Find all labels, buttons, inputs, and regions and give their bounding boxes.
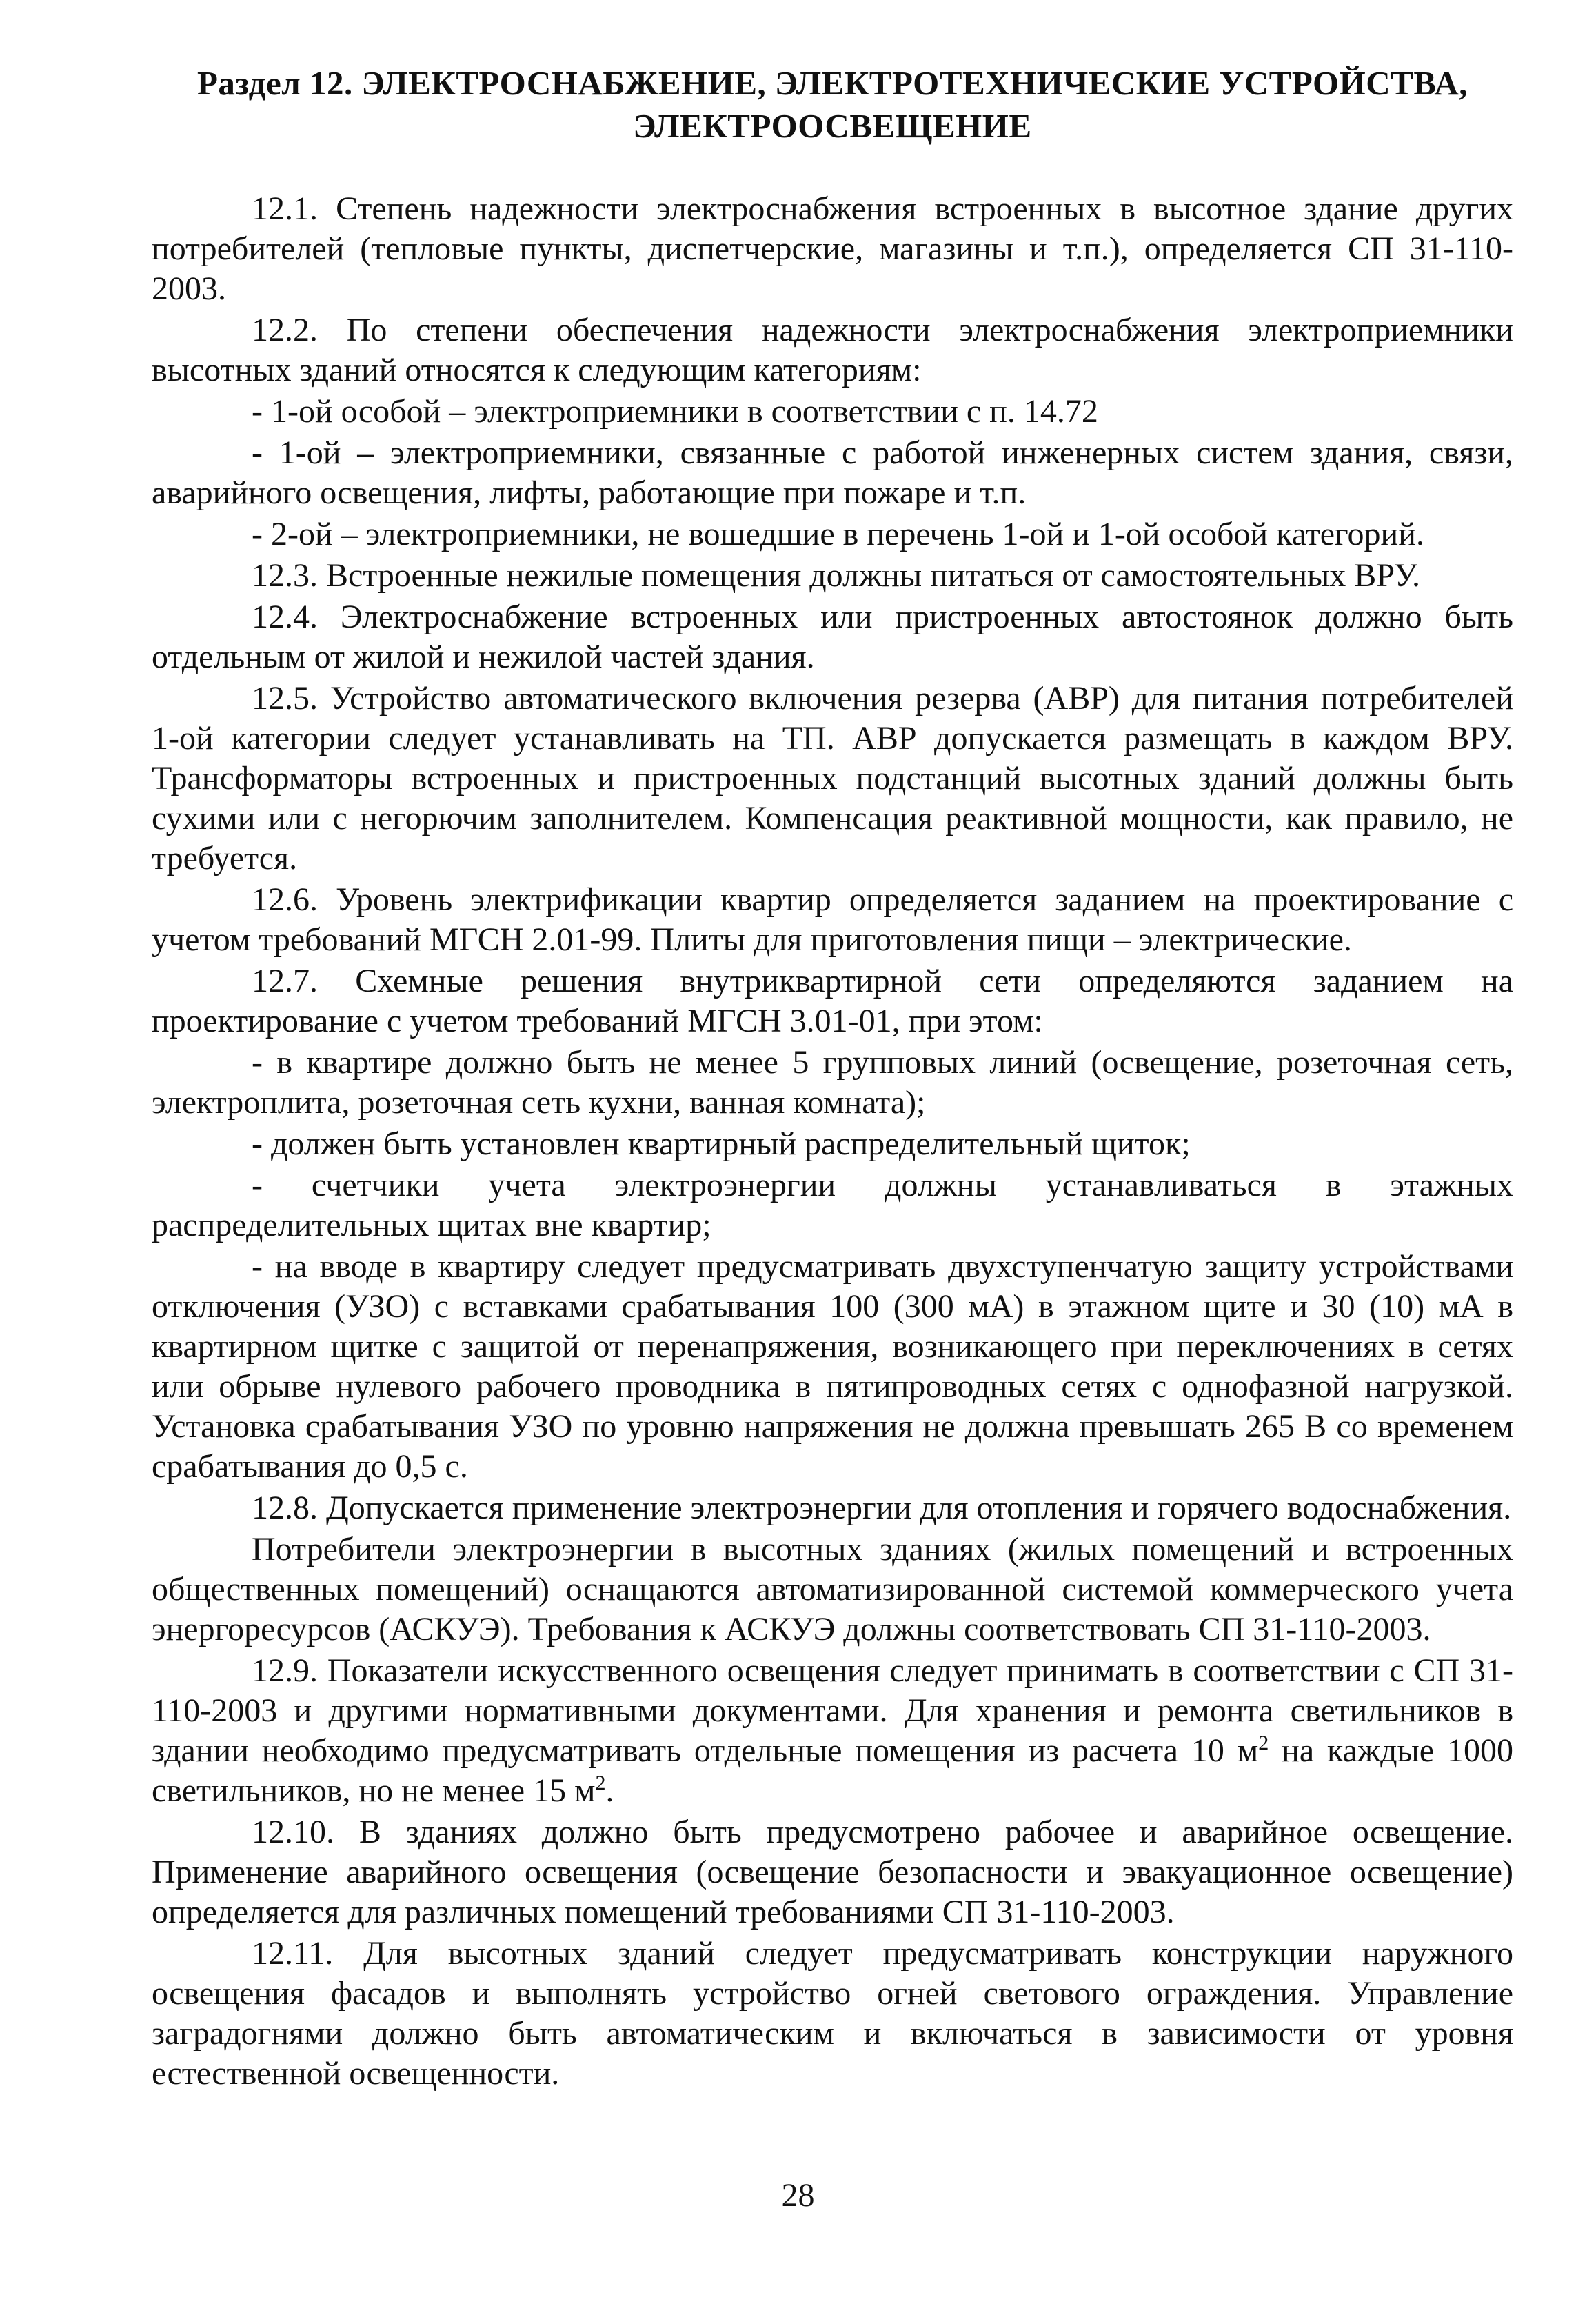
paragraph-12-8: 12.8. Допускается применение электроэнергии для отопления и горячего водоснабжения. bbox=[252, 1490, 1512, 1526]
square-meter-superscript-2: 2 bbox=[595, 1772, 606, 1794]
list-item-12-7-3: - счетчики учета электроэнергии должны устанавливаться в этажных распределительных щитах вне квартир; bbox=[152, 1167, 1513, 1243]
list-item-12-7-2: - должен быть установлен квартирный распределительный щиток; bbox=[252, 1125, 1191, 1162]
document-page bbox=[152, 62, 1513, 2095]
list-item-12-2-1: - 1-ой особой – электроприемники в соответствии с п. 14.72 bbox=[252, 393, 1098, 430]
document-body bbox=[152, 189, 1513, 2094]
paragraph-12-6: 12.6. Уровень электрификации квартир определяется заданием на проектирование с учетом требований МГСН 2.01-99. Плиты для приготовления пищи – электрические. bbox=[152, 881, 1513, 958]
paragraph-12-5: 12.5. Устройство автоматического включения резерва (АВР) для питания потребителей 1-ой категории следует устанавливать на ТП. АВР допускается размещать в каждом ВРУ. Трансформаторы встроенных и пристроенных подстанций высотных зданий должны быть сухими или с негорючим заполнителем. Компенсация реактивной мощности, как правило, не требуется. bbox=[152, 680, 1513, 876]
paragraph-12-11: 12.11. Для высотных зданий следует предусматривать конструкции наружного освещения фасадов и выполнять устройство огней светового ограждения. Управление заградогнями должно быть автоматическим и включаться в зависимости от уровня естественной освещенности. bbox=[152, 1935, 1513, 2092]
paragraph-12-9 bbox=[152, 1651, 1513, 1811]
paragraph-12-8-consumers: Потребители электроэнергии в высотных зданиях (жилых помещений и встроенных общественных помещений) оснащаются автоматизированной системой коммерческого учета энергоресурсов (АСКУЭ). Требования к АСКУЭ должны соответствовать СП 31-110-2003. bbox=[152, 1531, 1513, 1647]
paragraph-12-10: 12.10. В зданиях должно быть предусмотрено рабочее и аварийное освещение. Применение аварийного освещения (освещение безопасности и эвакуационное освещение) определяется для различных помещений требованиями СП 31-110-2003. bbox=[152, 1814, 1513, 1930]
paragraph-12-4: 12.4. Электроснабжение встроенных или пристроенных автостоянок должно быть отдельным от жилой и нежилой частей здания. bbox=[152, 599, 1513, 675]
paragraph-12-9-text-a: 12.9. Показатели искусственного освещения следует принимать в соответствии с СП 31-110-2003 и другими нормативными документами. Для хранения и ремонта светильников в здании необходимо предусматривать отдельные помещения из расчета 10 м bbox=[152, 1652, 1513, 1769]
list-item-12-7-1: - в квартире должно быть не менее 5 групповых линий (освещение, розеточная сеть, электроплита, розеточная сеть кухни, ванная комната); bbox=[152, 1044, 1513, 1121]
paragraph-12-2: 12.2. По степени обеспечения надежности электроснабжения электроприемники высотных зданий относятся к следующим категориям: bbox=[152, 312, 1513, 388]
list-item-12-7-4: - на вводе в квартиру следует предусматривать двухступенчатую защиту устройствами отключения (УЗО) с вставками срабатывания 100 (300 мА) в этажном щите и 30 (10) мА в квартирном щитке с защитой от перенапряжения, возникающего при переключениях в сетях или обрыве нулевого рабочего проводника в пятипроводных сетях с однофазной нагрузкой. Установка срабатывания УЗО по уровню напряжения не должна превышать 265 В со временем срабатывания до 0,5 с. bbox=[152, 1248, 1513, 1485]
paragraph-12-3: 12.3. Встроенные нежилые помещения должны питаться от самостоятельных ВРУ. bbox=[252, 557, 1420, 594]
paragraph-12-9-text-c: . bbox=[605, 1772, 614, 1809]
paragraph-12-1: 12.1. Степень надежности электроснабжения встроенных в высотное здание других потребителей (тепловые пункты, диспетчерские, магазины и т.п.), определяется СП 31-110-2003. bbox=[152, 190, 1513, 307]
list-item-12-2-3: - 2-ой – электроприемники, не вошедшие в перечень 1-ой и 1-ой особой категорий. bbox=[252, 516, 1424, 552]
paragraph-12-7: 12.7. Схемные решения внутриквартирной сети определяются заданием на проектирование с учетом требований МГСН 3.01-01, при этом: bbox=[152, 963, 1513, 1039]
paragraph-12-9-text-b: на каждые 1000 светильников, но не менее 15 м bbox=[152, 1732, 1513, 1809]
section-heading-line-1: Раздел 12. ЭЛЕКТРОСНАБЖЕНИЕ, ЭЛЕКТРОТЕХНИЧЕСКИЕ УСТРОЙСТВА, bbox=[196, 64, 1468, 102]
section-heading-line-2: ЭЛЕКТРООСВЕЩЕНИЕ bbox=[633, 107, 1032, 145]
section-heading bbox=[152, 62, 1513, 148]
page-number: 28 bbox=[781, 2177, 815, 2214]
square-meter-superscript-1: 2 bbox=[1258, 1732, 1269, 1754]
list-item-12-2-2: - 1-ой – электроприемники, связанные с работой инженерных систем здания, связи, аварийного освещения, лифты, работающие при пожаре и т.п. bbox=[152, 434, 1513, 511]
